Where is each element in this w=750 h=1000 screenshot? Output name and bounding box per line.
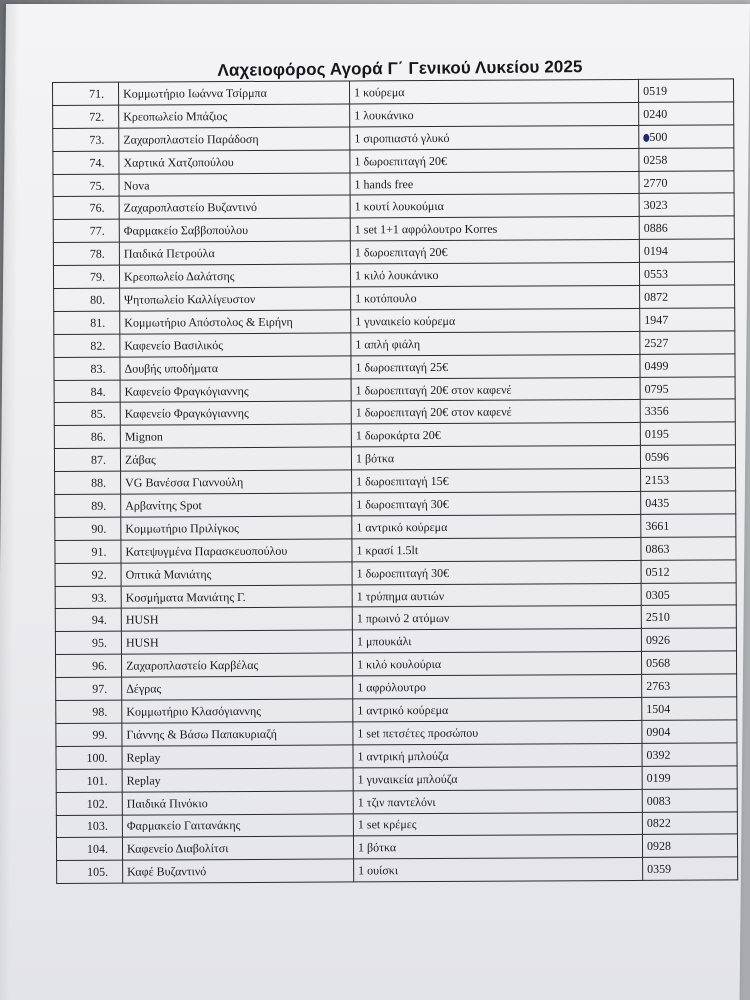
row-number-cell: 83. xyxy=(54,357,120,380)
shop-name-cell: Καφενείο Φραγκόγιαννης xyxy=(120,379,351,403)
ticket-code-cell: 0258 xyxy=(639,148,734,171)
row-number-cell: 92. xyxy=(55,563,121,586)
row-number-cell: 91. xyxy=(55,540,121,563)
ticket-code-cell: 0194 xyxy=(639,239,734,262)
shop-name-cell: Καφέ Βυζαντινό xyxy=(123,859,354,883)
ticket-code-cell: 0195 xyxy=(640,422,735,445)
prize-item-cell: 1 δωροεπιταγή 30€ xyxy=(352,560,641,584)
shop-name-cell: Κομμωτήριο Πριλίγκος xyxy=(121,516,352,540)
document-title: Λαχειοφόρος Αγορά Γ΄ Γενικού Λυκείου 2025 xyxy=(217,57,583,80)
shop-name-cell: Κομμωτήριο Ιωάννα Τσίρμπα xyxy=(119,81,350,105)
shop-name-cell: Ζαχαροπλαστείο Βυζαντινό xyxy=(119,195,350,219)
ticket-code-cell: 0568 xyxy=(641,651,736,674)
shop-name-cell: Replay xyxy=(122,768,353,792)
ticket-code-cell: 0553 xyxy=(639,262,734,285)
ticket-code-cell: 3023 xyxy=(639,193,734,216)
shop-name-cell: Κοσμήματα Μανιάτης Γ. xyxy=(121,585,352,609)
ticket-code-cell: 0392 xyxy=(642,743,737,766)
shop-name-cell: Ζαχαροπλαστείο Παράδοση xyxy=(119,127,350,151)
row-number-cell: 81. xyxy=(54,311,120,334)
prize-item-cell: 1 τζιν παντελόνι xyxy=(353,789,642,813)
prize-item-cell: 1 λουκάνικο xyxy=(350,102,639,126)
prize-item-cell: 1 δωροεπιταγή 30€ xyxy=(352,491,641,515)
shop-name-cell: Καφενείο Διαβολίτσι xyxy=(122,836,353,860)
prize-item-cell: 1 κοτόπουλο xyxy=(351,285,640,309)
ticket-code-cell: 2510 xyxy=(641,605,736,628)
row-number-cell: 101. xyxy=(56,769,122,792)
row-number-cell: 99. xyxy=(56,723,122,746)
row-number-cell: 78. xyxy=(53,242,119,265)
row-number-cell: 105. xyxy=(57,860,123,883)
prize-item-cell: 1 δωροκάρτα 20€ xyxy=(351,423,640,447)
ticket-code-cell: 2763 xyxy=(642,674,737,697)
row-number-cell: 73. xyxy=(53,128,119,151)
prize-item-cell: 1 κουτί λουκούμια xyxy=(350,194,639,218)
prize-item-cell: 1 δωροεπιταγή 20€ στον καφενέ xyxy=(351,377,640,401)
row-number-cell: 98. xyxy=(56,700,122,723)
prize-item-cell: 1 δωροεπιταγή 25€ xyxy=(351,354,640,378)
ticket-code-cell: 1947 xyxy=(640,308,735,331)
ticket-code-cell: 0928 xyxy=(642,834,737,857)
prize-item-cell: 1 αφρόλουτρο xyxy=(353,675,642,699)
ticket-code-cell: 0359 xyxy=(643,857,738,880)
prize-item-cell: 1 μπουκάλι xyxy=(352,629,641,653)
ticket-code-cell: 0872 xyxy=(640,285,735,308)
shop-name-cell: HUSH xyxy=(121,630,352,654)
prize-item-cell: 1 γυναικείο κούρεμα xyxy=(351,308,640,332)
prize-item-cell: 1 απλή φιάλη xyxy=(351,331,640,355)
ticket-code-cell: 0305 xyxy=(641,583,736,606)
ticket-code-cell: 0499 xyxy=(640,354,735,377)
shop-name-cell: Κρεοπωλείο Μπάζιος xyxy=(119,104,350,128)
ticket-code-cell: 0795 xyxy=(640,377,735,400)
prize-item-cell: 1 κιλό κουλούρια xyxy=(352,652,641,676)
shop-name-cell: Παιδικά Πινόκιο xyxy=(122,791,353,815)
row-number-cell: 87. xyxy=(54,448,120,471)
row-number-cell: 96. xyxy=(55,654,121,677)
row-number-cell: 89. xyxy=(55,494,121,517)
prize-item-cell: 1 τρύπημα αυτιών xyxy=(352,583,641,607)
prize-item-cell: 1 σιροπιαστό γλυκό xyxy=(350,125,639,149)
shop-name-cell: Χαρτικά Χατζοπούλου xyxy=(119,150,350,174)
ticket-code-cell: 3661 xyxy=(641,514,736,537)
prize-item-cell: 1 αντρική μπλούζα xyxy=(353,743,642,767)
shop-name-cell: Κομμωτήριο Απόστολος & Ειρήνη xyxy=(120,310,351,334)
prize-item-cell: 1 αντρικό κούρεμα xyxy=(352,514,641,538)
row-number-cell: 80. xyxy=(54,288,120,311)
shop-name-cell: Φαρμακείο Σαββοπούλου xyxy=(119,218,350,242)
prize-table xyxy=(52,78,738,884)
prize-table-wrapper xyxy=(52,79,716,885)
row-number-cell: 100. xyxy=(56,746,122,769)
row-number-cell: 95. xyxy=(55,632,121,655)
prize-item-cell: 1 πρωινό 2 ατόμων xyxy=(352,606,641,630)
ticket-code-cell: 0596 xyxy=(640,445,735,468)
ticket-code-cell: 0512 xyxy=(641,560,736,583)
ticket-code-cell: 0519 xyxy=(638,79,733,102)
row-number-cell: 104. xyxy=(56,838,122,861)
ticket-code-cell: 0822 xyxy=(642,811,737,834)
ticket-code-cell: 3356 xyxy=(640,399,735,422)
row-number-cell: 103. xyxy=(56,815,122,838)
prize-item-cell: 1 κρασί 1.5lt xyxy=(352,537,641,561)
shop-name-cell: Παιδικά Πετρούλα xyxy=(119,241,350,265)
row-number-cell: 79. xyxy=(53,265,119,288)
row-number-cell: 71. xyxy=(53,82,119,105)
ticket-code-cell: 0863 xyxy=(641,537,736,560)
prize-item-cell: 1 γυναικεία μπλούζα xyxy=(353,766,642,790)
row-number-cell: 90. xyxy=(55,517,121,540)
shop-name-cell: Φαρμακείο Γαιτανάκης xyxy=(122,813,353,837)
row-number-cell: 76. xyxy=(53,197,119,220)
row-number-cell: 74. xyxy=(53,151,119,174)
row-number-cell: 77. xyxy=(53,219,119,242)
ticket-code-cell: 2770 xyxy=(639,170,734,193)
ticket-code-cell: 0199 xyxy=(642,766,737,789)
shop-name-cell: Nova xyxy=(119,173,350,197)
row-number-cell: 88. xyxy=(55,471,121,494)
row-number-cell: 72. xyxy=(53,105,119,128)
ticket-code-cell: 0926 xyxy=(641,628,736,651)
shop-name-cell: Δέγρας xyxy=(122,676,353,700)
prize-item-cell: 1 δωροεπιταγή 20€ xyxy=(350,148,639,172)
prize-item-cell: 1 set 1+1 αφρόλουτρο Korres xyxy=(350,217,639,241)
shop-name-cell: Replay xyxy=(122,745,353,769)
ticket-code-cell xyxy=(639,125,734,148)
table-row xyxy=(57,857,738,883)
shop-name-cell: Καφενείο Βασιλικός xyxy=(120,333,351,357)
ticket-code-cell: 2527 xyxy=(640,331,735,354)
row-number-cell: 93. xyxy=(55,586,121,609)
row-number-cell: 82. xyxy=(54,334,120,357)
ticket-code-cell: 2153 xyxy=(641,468,736,491)
shop-name-cell: Κομμωτήριο Κλασόγιαννης xyxy=(122,699,353,723)
prize-table-body xyxy=(53,79,738,884)
row-number-cell: 84. xyxy=(54,380,120,403)
shop-name-cell: Δουβής υποδήματα xyxy=(120,356,351,380)
shop-name-cell: Γιάννης & Βάσω Παπακυριαζή xyxy=(122,722,353,746)
row-number-cell: 94. xyxy=(55,609,121,632)
ticket-code-cell: 0904 xyxy=(642,720,737,743)
prize-item-cell: 1 hands free xyxy=(350,171,639,195)
prize-item-cell: 1 δωροεπιταγή 20€ στον καφενέ xyxy=(351,400,640,424)
shop-name-cell: Ζάβας xyxy=(120,447,351,471)
shop-name-cell: Καφενείο Φραγκόγιαννης xyxy=(120,401,351,425)
prize-item-cell: 1 βότκα xyxy=(351,446,640,470)
prize-item-cell: 1 set κρέμες xyxy=(353,812,642,836)
shop-name-cell: Mignon xyxy=(120,424,351,448)
shop-name-cell: Ζαχαροπλαστείο Καρβέλας xyxy=(121,653,352,677)
shop-name-cell: Ψητοπωλείο Καλλίγευστον xyxy=(120,287,351,311)
ticket-code-cell: 0240 xyxy=(639,102,734,125)
prize-item-cell: 1 set πετσέτες προσώπου xyxy=(353,720,642,744)
prize-item-cell: 1 ουίσκι xyxy=(354,858,643,882)
shop-name-cell: VG Βανέσσα Γιαννούλη xyxy=(121,470,352,494)
row-number-cell: 86. xyxy=(54,426,120,449)
prize-item-cell: 1 δωροεπιταγή 15€ xyxy=(352,469,641,493)
prize-item-cell: 1 δωροεπιταγή 20€ xyxy=(350,240,639,264)
shop-name-cell: Αρβανίτης Spot xyxy=(121,493,352,517)
ticket-code-text: 500 xyxy=(649,129,668,144)
shop-name-cell: Κατεψυγμένα Παρασκευοπούλου xyxy=(121,539,352,563)
prize-item-cell: 1 κιλό λουκάνικο xyxy=(350,263,639,287)
row-number-cell: 75. xyxy=(53,174,119,197)
ticket-code-cell: 1504 xyxy=(642,697,737,720)
prize-item-cell: 1 βότκα xyxy=(353,835,642,859)
prize-item-cell: 1 κούρεμα xyxy=(349,79,638,103)
ticket-code-cell: 0435 xyxy=(641,491,736,514)
row-number-cell: 97. xyxy=(56,677,122,700)
row-number-cell: 85. xyxy=(54,403,120,426)
shop-name-cell: Κρεοπωλείο Δαλάτσης xyxy=(119,264,350,288)
ticket-code-cell: 0886 xyxy=(639,216,734,239)
shop-name-cell: HUSH xyxy=(121,607,352,631)
row-number-cell: 102. xyxy=(56,792,122,815)
shop-name-cell: Οπτικά Μανιάτης xyxy=(121,562,352,586)
prize-item-cell: 1 αντρικό κούρεμα xyxy=(353,697,642,721)
ticket-code-cell: 0083 xyxy=(642,789,737,812)
